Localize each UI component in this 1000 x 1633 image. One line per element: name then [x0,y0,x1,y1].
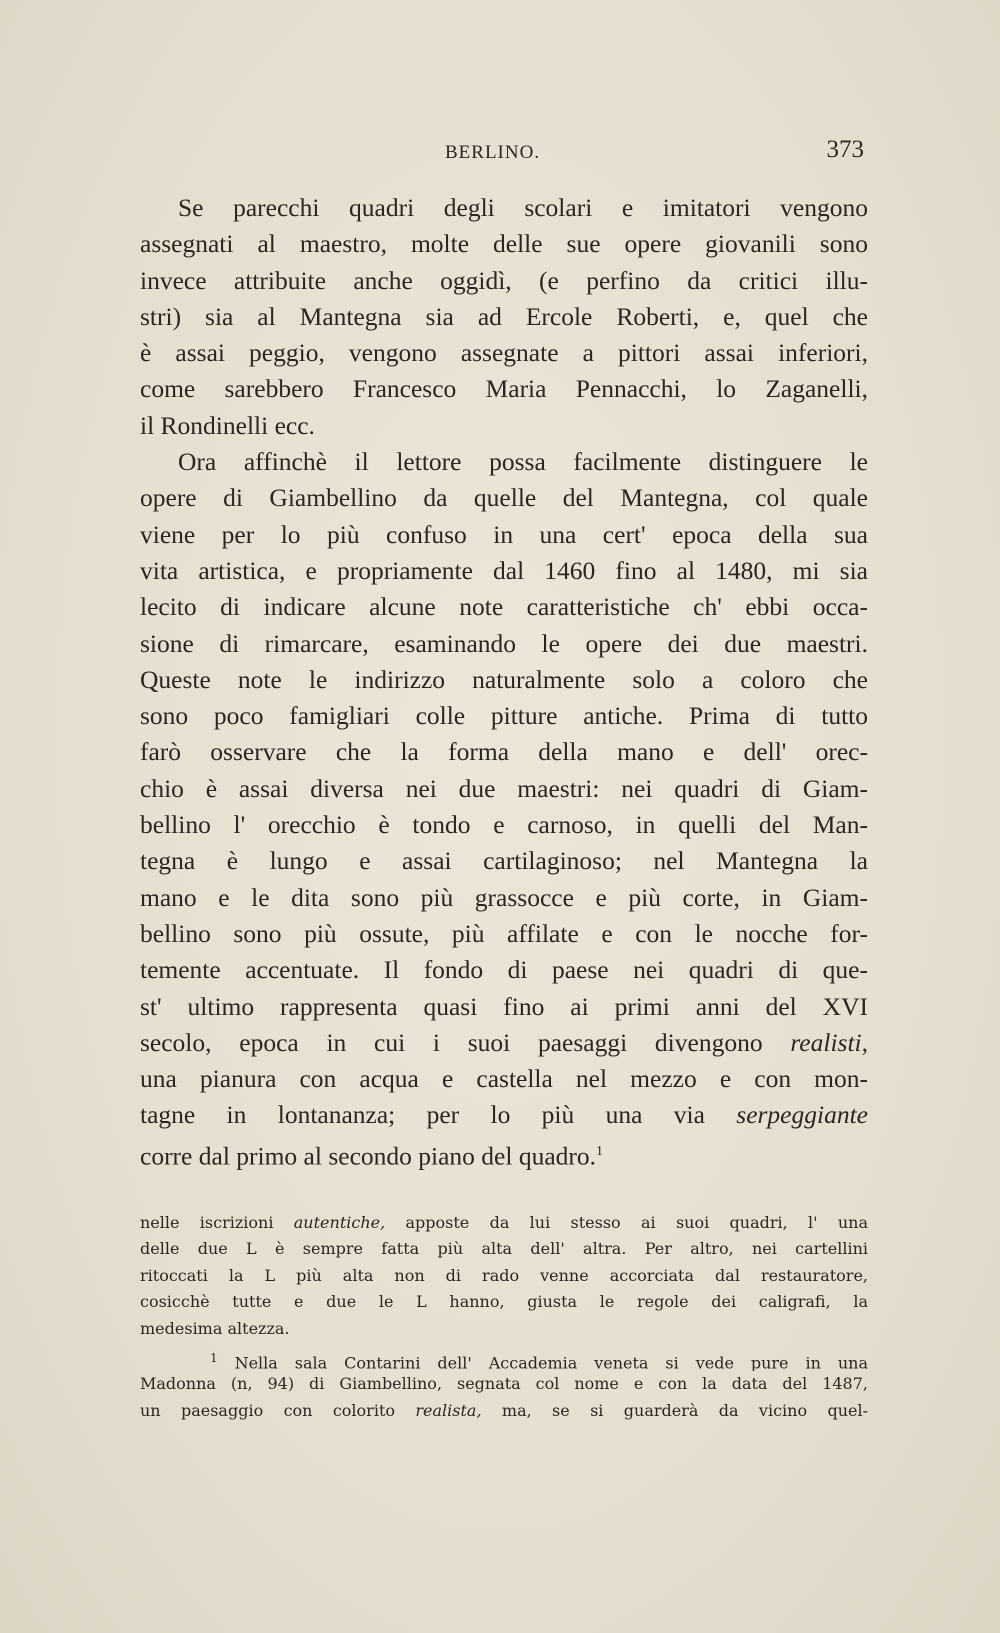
footnote-line: delle due L è sempre fatta più alta dell' altra. Per altro, nei cartellini [140,1239,868,1259]
main-text [140,190,868,1170]
text-line: assegnati al maestro, molte delle sue opere giovanili sono [140,229,868,259]
text-segment: apposte da lui stesso ai suoi quadri, l' una [385,1213,868,1232]
text-line: vita artistica, e propriamente dal 1460 fino al 1480, mi sia [140,555,868,585]
page-number: 373 [826,136,864,163]
text-line: stri) sia al Mantegna sia ad Ercole Roberti, e, quel che [140,301,868,331]
text-segment: tagne in lontananza; per lo più una via [140,1100,737,1130]
text-line: chio è assai diversa nei due maestri: nei quadri di Giam- [140,773,868,803]
footnote-marker: 1 [210,1350,218,1365]
text-segment: un paesaggio con colorito [140,1400,416,1420]
page-header [140,136,864,170]
text-line [140,1134,868,1170]
text-line [140,1097,868,1133]
footnotes [140,1210,868,1424]
text-line: bellino l' orecchio è tondo e carnoso, in quelli del Man- [140,810,868,840]
text-line: il Rondinelli ecc. [140,410,315,440]
text-line: tegna è lungo e assai cartilaginoso; nel Mantegna la [140,846,868,876]
footnote-line [140,1398,868,1424]
text-line: è assai peggio, vengono assegnate a pittori assai inferiori, [140,338,868,368]
text-line: temente accentuate. Il fondo di paese nei quadri di que- [140,955,868,985]
footnote-line: ritoccati la L più alta non di rado venne accorciata dal restauratore, [140,1265,868,1285]
italic-word: autentiche, [293,1213,386,1232]
text-line: bellino sono più ossute, più affilate e con le nocche for- [140,918,868,948]
text-segment: corre dal primo al secondo piano del quadro. [140,1141,597,1171]
text-line: una pianura con acqua e castella nel mezzo e con mon- [140,1064,868,1094]
text-line: mano e le dita sono più grassocce e più corte, in Giam- [140,882,868,912]
text-line: Ora affinchè il lettore possa facilmente distinguere le [178,447,868,477]
text-line: Se parecchi quadri degli scolari e imitatori vengono [178,193,868,222]
running-head: BERLINO. [445,142,541,163]
text-line: opere di Giambellino da quelle del Mantegna, col quale [140,483,868,513]
text-segment: ma, se si guarderà da vicino quel- [481,1400,868,1420]
text-line: invece attribuite anche oggidì, (e perfino da critici illu- [140,265,868,295]
text-line: farò osservare che la forma della mano e dell' orec- [140,737,868,767]
text-line: lecito di indicare alcune note caratteristiche ch' ebbi occa- [140,592,868,622]
text-line: sione di rimarcare, esaminando le opere dei due maestri. [140,628,868,658]
text-line: Queste note le indirizzo naturalmente solo a coloro che [140,664,868,694]
footnote-line: medesima altezza. [140,1318,290,1338]
footnote-line: Madonna (n, 94) di Giambellino, segnata col nome e con la data del 1487, [140,1374,868,1394]
text-segment: secolo, epoca in cui i suoi paesaggi divengono [140,1027,791,1057]
footnote-reference: 1 [596,1143,604,1159]
footnote-line: cosicchè tutte e due le L hanno, giusta le regole dei caligrafi, la [140,1292,868,1312]
text-line: come sarebbero Francesco Maria Pennacchi, lo Zaganelli, [140,374,868,404]
text-line: viene per lo più confuso in una cert' epoca della sua [140,519,868,549]
text-line: st' ultimo rappresenta quasi fino ai primi anni del XVI [140,991,868,1021]
footnote-line [140,1210,868,1236]
italic-word: realisti, [790,1027,868,1057]
italic-word: realista, [415,1400,482,1420]
italic-word: serpeggiante [736,1100,868,1130]
text-segment: Nella sala Contarini dell' Accademia veneta si vede pure in una [217,1353,868,1372]
text-line [140,1025,868,1061]
text-segment: nelle iscrizioni [140,1213,294,1232]
text-line: sono poco famigliari colle pitture antiche. Prima di tutto [140,701,868,731]
footnote-line [140,1345,868,1371]
